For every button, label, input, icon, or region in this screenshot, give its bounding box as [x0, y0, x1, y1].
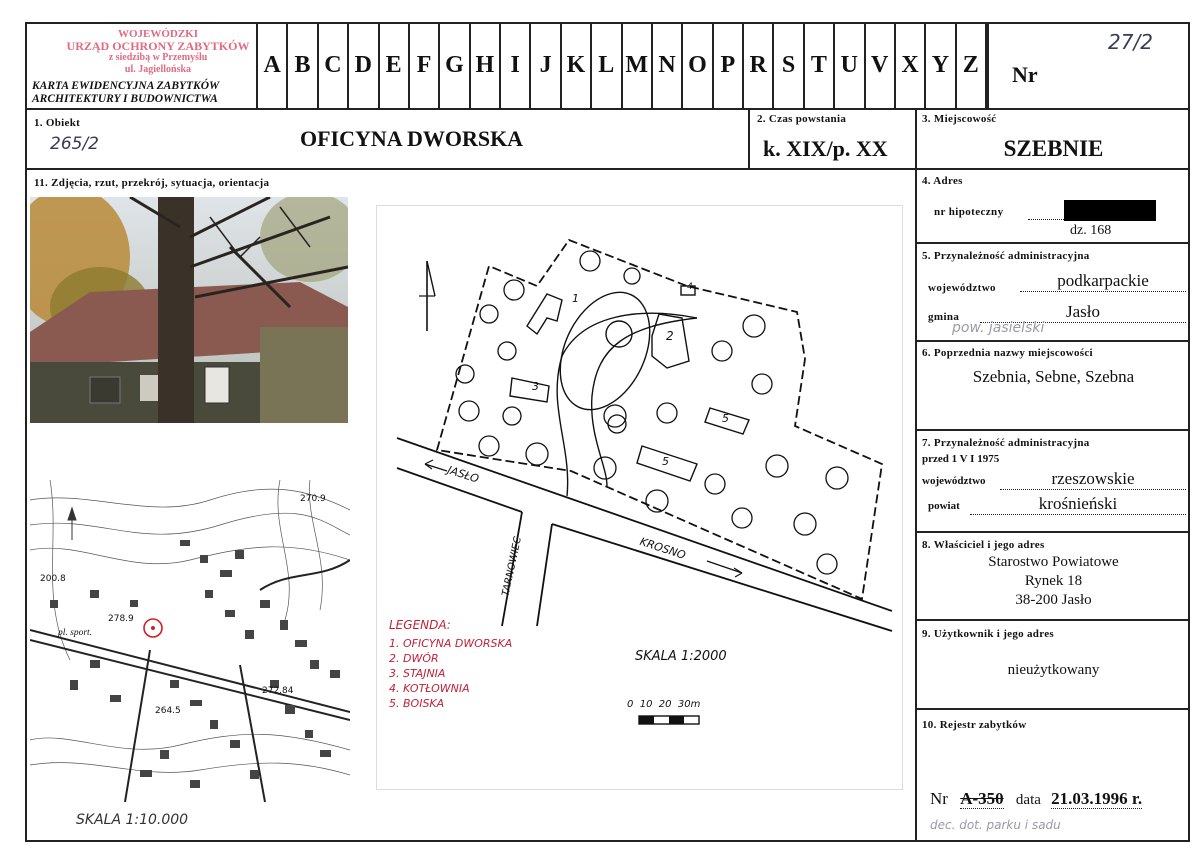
- row-divider: [915, 531, 1190, 533]
- category-letter: H: [471, 22, 501, 108]
- map-elevation: 272.84: [262, 686, 294, 696]
- row2-vline: [748, 108, 750, 168]
- redacted-block: [1064, 200, 1156, 221]
- building-number: 1: [572, 292, 579, 305]
- legend-item: 5. BOISKA: [389, 697, 445, 710]
- stamp-line: URZĄD OCHRONY ZABYTKÓW: [66, 39, 250, 53]
- legend-list: [389, 636, 512, 711]
- category-letter: I: [501, 22, 531, 108]
- photos-label: 11. Zdjęcia, rzut, przekrój, sytuacja, orientacja: [34, 177, 270, 189]
- category-letter: E: [380, 22, 410, 108]
- przed1975-pow-label: powiat: [928, 500, 960, 512]
- map-scale: SKALA 1:10.000: [76, 812, 189, 828]
- category-letter: B: [288, 22, 318, 108]
- rejestr-label: 10. Rejestr zabytków: [922, 719, 1027, 731]
- hipoteczny-label: nr hipoteczny: [934, 206, 1004, 218]
- rejestr-nr-value: A-350: [960, 789, 1004, 808]
- legend-item: 1. OFICYNA DWORSKA: [389, 637, 513, 650]
- topographic-map: [30, 480, 350, 802]
- card-title: [32, 80, 254, 106]
- category-letter: U: [835, 22, 865, 108]
- category-letter: X: [896, 22, 926, 108]
- uzytkownik-label: 9. Użytkownik i jego adres: [922, 628, 1054, 640]
- miejscowosc-label: 3. Miejscowość: [922, 113, 997, 125]
- right-column-vline: [915, 108, 917, 842]
- wojewodztwo-value: podkarpackie: [1020, 271, 1186, 292]
- card-title-line: ARCHITEKTURY I BUDOWNICTWA: [32, 93, 218, 105]
- przed1975-woj-label: województwo: [922, 475, 986, 487]
- uzytkownik-value: nieużytkowany: [1007, 662, 1100, 678]
- row-divider: [915, 340, 1190, 342]
- legend-item: 3. STAJNIA: [389, 667, 446, 680]
- building-number: 3: [532, 380, 539, 393]
- rejestr-data-label: data: [1015, 792, 1041, 808]
- category-letter: F: [410, 22, 440, 108]
- road-label-east: KROSNO: [638, 534, 688, 563]
- legend-item: 2. DWÓR: [389, 652, 439, 665]
- row-divider: [915, 242, 1190, 244]
- czas-label: 2. Czas powstania: [757, 113, 847, 125]
- adres-label: 4. Adres: [922, 175, 963, 187]
- przed1975-label: 7. Przynależność administracyjna: [922, 437, 1090, 449]
- header-vline-nr: [987, 22, 989, 110]
- nr-handwritten: 27/2: [1108, 30, 1153, 54]
- stamp-line: z siedzibą w Przemyślu: [108, 52, 208, 63]
- wlasciciel-label: 8. Właściciel i jego adres: [922, 539, 1045, 551]
- obiekt-value: OFICYNA DWORSKA: [300, 126, 524, 151]
- legend-title: LEGENDA:: [389, 618, 451, 632]
- category-letter: K: [562, 22, 592, 108]
- category-letter: P: [714, 22, 744, 108]
- building-number: 4: [687, 282, 693, 292]
- map-elevation: 270.9: [300, 494, 326, 504]
- category-letter: A: [258, 22, 288, 108]
- wlasciciel-line: Starostwo Powiatowe: [988, 554, 1119, 570]
- category-letter: S: [774, 22, 804, 108]
- stamp-line: ul. Jagiellońska: [124, 64, 192, 75]
- header-divider: [25, 108, 1190, 110]
- gmina-handwritten-note: pow. jasielski: [952, 320, 1045, 336]
- building-number: 2: [666, 329, 674, 343]
- category-letter: O: [683, 22, 713, 108]
- przynaleznosc-label: 5. Przynależność administracyjna: [922, 250, 1090, 262]
- gmina-value: Jasło: [980, 302, 1186, 323]
- przed1975-woj-value: rzeszowskie: [1000, 469, 1186, 490]
- category-letter: C: [319, 22, 349, 108]
- przed1975-pow-value: krośnieński: [970, 494, 1186, 515]
- wlasciciel-line: 38-200 Jasło: [1015, 592, 1092, 608]
- gmina-label: gmina: [928, 311, 960, 323]
- category-letter: R: [744, 22, 774, 108]
- category-letter: T: [805, 22, 835, 108]
- road-label-side: TARNOWIEC: [500, 535, 524, 598]
- building-number: 5: [662, 455, 669, 468]
- row-divider: [915, 429, 1190, 431]
- category-letter: D: [349, 22, 379, 108]
- obiekt-label: 1. Obiekt: [34, 117, 81, 129]
- rejestr-entry: [930, 789, 1142, 809]
- rejestr-data-value: 21.03.1996 r.: [1051, 789, 1143, 808]
- category-letter: L: [592, 22, 622, 108]
- row2-divider: [25, 168, 917, 170]
- wlasciciel-line: Rynek 18: [1024, 573, 1083, 589]
- legend-item: 4. KOTŁOWNIA: [389, 682, 470, 695]
- category-letter: V: [866, 22, 896, 108]
- stamp-line: WOJEWÓDZKI: [117, 28, 199, 40]
- adres-dz: dz. 168: [1070, 223, 1112, 238]
- card-title-line: KARTA EWIDENCYJNA ZABYTKÓW: [32, 80, 220, 92]
- poprzednie-value: Szebnia, Sebne, Szebna: [972, 367, 1135, 386]
- category-letter: M: [623, 22, 653, 108]
- wojewodztwo-label: województwo: [928, 282, 996, 294]
- row-divider: [915, 168, 1190, 170]
- poprzednie-label: 6. Poprzednia nazwy miejscowości: [922, 347, 1093, 359]
- czas-value: k. XIX/p. XX: [763, 136, 888, 161]
- wlasciciel-address: [917, 553, 1190, 610]
- category-letter: J: [531, 22, 561, 108]
- miejscowosc-value: SZEBNIE: [1003, 136, 1104, 161]
- map-elevation: 264.5: [155, 706, 181, 716]
- row-divider: [915, 619, 1190, 621]
- row-divider: [915, 708, 1190, 710]
- nr-label: Nr: [1012, 62, 1038, 87]
- office-stamp: [58, 28, 258, 76]
- category-letter: G: [440, 22, 470, 108]
- map-sport-label: pl. sport.: [58, 628, 93, 638]
- site-sketch: [376, 205, 903, 790]
- sketch-scale-ticks: 0 10 20 30m: [627, 699, 701, 710]
- category-letter: Z: [957, 22, 987, 108]
- rejestr-handwritten-note: dec. dot. parku i sadu: [930, 818, 1061, 832]
- sketch-scale: SKALA 1:2000: [635, 649, 727, 664]
- category-letter: N: [653, 22, 683, 108]
- przed1975-sub: przed 1 V I 1975: [922, 453, 1000, 465]
- road-label-west: JASŁO: [445, 463, 481, 486]
- map-elevation: 200.8: [40, 574, 66, 584]
- map-elevation: 278.9: [108, 614, 134, 624]
- category-letter: Y: [926, 22, 956, 108]
- building-photo: [30, 197, 348, 423]
- obiekt-handwritten-number: 265/2: [50, 134, 99, 154]
- rejestr-nr-label: Nr: [930, 789, 948, 808]
- building-number: 5: [722, 412, 729, 425]
